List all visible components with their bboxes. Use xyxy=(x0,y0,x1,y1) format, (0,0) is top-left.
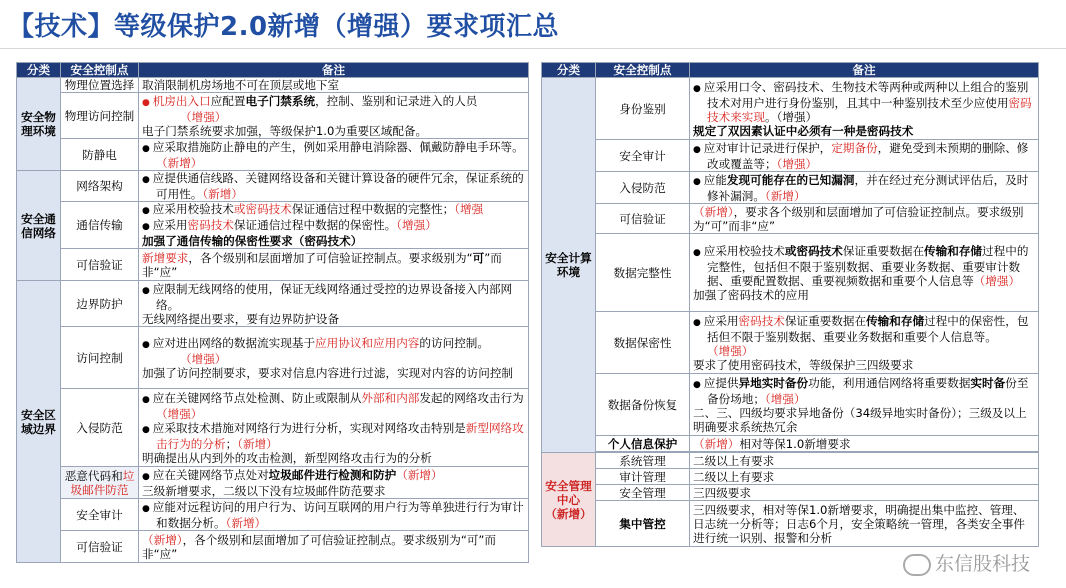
wechat-icon xyxy=(903,554,931,576)
note-compute-integrity: ● 应采用校验技术或密码技术保证重要数据在传输和存储过程中的完整性，包括但不限于鉴别数据、重要业务数据、重要审计数据、重要配置数据、重要视频数据和重要个人信息等（增强） 加强了密码技术的应用 xyxy=(690,234,1039,312)
note-compute-audit: ● 应对审计记录进行保护，定期备份，避免受到未预期的删除、修改或覆盖等；（增强） xyxy=(690,140,1039,172)
cat-border: 安全区域边界 xyxy=(17,281,61,563)
point-compute-integrity: 数据完整性 xyxy=(596,234,690,312)
note-physical-access: ● 机房出入口应配置电子门禁系统，控制、鉴别和记录进入的人员 （增强） 电子门禁系统要求加强，等级保护1.0为重要区域配备。 xyxy=(139,93,529,139)
note-compute-privacy: （新增）相对等保1.0新增要求 xyxy=(690,436,1039,452)
note-mgmt-security: 三四级要求 xyxy=(690,485,1039,501)
point-border-intrusion: 入侵防范 xyxy=(61,389,139,467)
point-compute-confidentiality: 数据保密性 xyxy=(596,312,690,374)
cat-compute: 安全计算环境 xyxy=(542,78,596,453)
point-network-trust: 可信验证 xyxy=(61,249,139,281)
note-compute-intrusion: ● 应能发现可能存在的已知漏洞，并在经过充分测试评估后，及时修补漏洞。（新增） xyxy=(690,172,1039,204)
watermark: 东信股科技 xyxy=(903,549,1030,576)
point-border-protect: 边界防护 xyxy=(61,281,139,327)
point-border-malware: 恶意代码和垃圾邮件防范 xyxy=(61,467,139,499)
point-border-access: 访问控制 xyxy=(61,327,139,389)
point-border-audit: 安全审计 xyxy=(61,499,139,531)
note-compute-auth: ● 应采用口令、密码技术、生物技术等两种或两种以上组合的鉴别技术对用户进行身份鉴别，且其中一种鉴别技术至少应使用密码技术来实现。（增强） 规定了双因素认证中必须有一种是密码技术 xyxy=(690,78,1039,140)
header-note: 备注 xyxy=(139,63,529,78)
point-physical-access: 物理访问控制 xyxy=(61,93,139,139)
cat-physical: 安全物理环境 xyxy=(17,78,61,171)
header-cat: 分类 xyxy=(17,63,61,78)
note-border-access: ● 应对进出网络的数据流实现基于应用协议和应用内容的访问控制。 （增强） 加强了访问控制要求，要求对信息内容进行过滤，实现对内容的访问控制 xyxy=(139,327,529,389)
header-cat-right: 分类 xyxy=(542,63,596,78)
note-border-malware: ● 应在关键网络节点处对垃圾邮件进行检测和防护（新增） 三级新增要求，二级以下没有垃圾邮件防范要求 xyxy=(139,467,529,499)
note-physical-location: 取消限制机房场地不可在顶层或地下室 xyxy=(139,78,529,93)
note-network-trust: 新增要求，各个级别和层面增加了可信验证控制点。要求级别为“可”而非“应” xyxy=(139,249,529,281)
note-network-arch: ● 应提供通信线路、关键网络设备和关键计算设备的硬件冗余，保证系统的可用性。（新增） xyxy=(139,171,529,202)
note-mgmt-audit: 二级以上有要求 xyxy=(690,469,1039,485)
note-mgmt-central: 三四级要求，相对等保1.0新增要求，明确提出集中监控、管理、日志统一分析等；日志6个月，安全策略统一管理，各类安全事件进行统一识别、报警和分析 xyxy=(690,501,1039,547)
note-network-trans: ● 应采用校验技术或密码技术保证通信过程中数据的完整性；（增强 ● 应采用密码技术保证通信过程中数据的保密性。（增强） 加强了通信传输的保密性要求（密码技术） xyxy=(139,202,529,249)
cat-network: 安全通信网络 xyxy=(17,171,61,281)
note-physical-esd: ● 应采取措施防止静电的产生，例如采用静电消除器、佩戴防静电手环等。（新增） xyxy=(139,139,529,171)
title-divider xyxy=(0,48,1066,49)
point-compute-backup: 数据备份恢复 xyxy=(596,374,690,436)
right-table xyxy=(541,62,1039,547)
cat-mgmt: 安全管理中心 （新增） xyxy=(542,453,596,547)
page-title: 【技术】等级保护2.0新增（增强）要求项汇总 xyxy=(8,12,560,42)
header-point: 安全控制点 xyxy=(61,63,139,78)
point-compute-trust: 可信验证 xyxy=(596,204,690,234)
left-table xyxy=(16,62,529,563)
point-network-arch: 网络架构 xyxy=(61,171,139,202)
note-border-audit: ● 应能对远程访问的用户行为、访问互联网的用户行为等单独进行行为审计和数据分析。（新增） xyxy=(139,499,529,531)
point-mgmt-security: 安全管理 xyxy=(596,485,690,501)
header-point-right: 安全控制点 xyxy=(596,63,690,78)
note-mgmt-system: 二级以上有要求 xyxy=(690,453,1039,469)
point-compute-auth: 身份鉴别 xyxy=(596,78,690,140)
point-physical-location: 物理位置选择 xyxy=(61,78,139,93)
point-compute-privacy: 个人信息保护 xyxy=(596,436,690,452)
point-physical-esd: 防静电 xyxy=(61,139,139,171)
note-compute-backup: ● 应提供异地实时备份功能，利用通信网络将重要数据实时备份至备份场地；（增强） 二、三、四级均要求异地备份（34级异地实时备份）；三级及以上明确要求系统热冗余 xyxy=(690,374,1039,436)
point-border-trust: 可信验证 xyxy=(61,531,139,563)
note-border-protect: ● 应限制无线网络的使用，保证无线网络通过受控的边界设备接入内部网络。 无线网络提出要求，要有边界防护设备 xyxy=(139,281,529,327)
note-border-intrusion: ● 应在关键网络节点处检测、防止或限制从外部和内部发起的网络攻击行为（增强） ● 应采取技术措施对网络行为进行分析，实现对网络攻击特别是新型网络攻击行为的分析；（新增） 明确提出从内到外的攻击检测，新型网络攻击行为的分析 xyxy=(139,389,529,467)
point-mgmt-central: 集中管控 xyxy=(596,501,690,547)
point-mgmt-system: 系统管理 xyxy=(596,453,690,469)
point-network-trans: 通信传输 xyxy=(61,202,139,249)
point-mgmt-audit: 审计管理 xyxy=(596,469,690,485)
header-note-right: 备注 xyxy=(690,63,1039,78)
note-border-trust: （新增），各个级别和层面增加了可信验证控制点。要求级别为“可”而非“应” xyxy=(139,531,529,563)
point-compute-intrusion: 入侵防范 xyxy=(596,172,690,204)
note-compute-confidentiality: ● 应采用密码技术保证重要数据在传输和存储过程中的保密性，包括但不限于鉴别数据、重要业务数据和重要个人信息等。（增强） 要求了使用密码技术，等级保护三四级要求 xyxy=(690,312,1039,374)
note-compute-trust: （新增），要求各个级别和层面增加了可信验证控制点。要求级别为“可”而非“应” xyxy=(690,204,1039,234)
point-compute-audit: 安全审计 xyxy=(596,140,690,172)
